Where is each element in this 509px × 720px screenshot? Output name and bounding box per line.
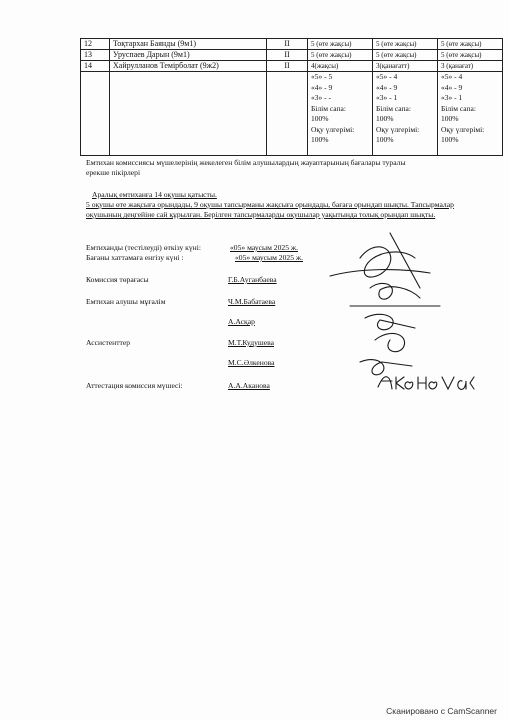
summary-row — [81, 72, 503, 156]
summary-cell: «5» - 5 «4» - 9 «3» - - Білім сапа: 100% Оқу үлгерімі: 100% — [308, 72, 373, 156]
signatory-role: Комиссия төрағасы — [86, 275, 149, 284]
row-number: 13 — [81, 50, 110, 61]
signature-image — [376, 365, 476, 405]
participants-line: Аралық емтиханға 14 оқушы қатысты. — [92, 190, 217, 199]
signatory-role: Ассистенттер — [86, 338, 131, 347]
exam-date: «05» маусым 2025 ж. — [230, 243, 299, 252]
entry-date-label: Бағаны хаттамаға енгізу күні : — [86, 253, 184, 262]
signatory-name: М.С.Әлкенова — [228, 358, 275, 367]
row-number: 14 — [81, 61, 110, 72]
table-row — [81, 39, 503, 50]
signatory-name: Ч.М.Бабатаева — [228, 297, 276, 306]
signatory-name: А.Асқар — [228, 317, 255, 326]
grades-table — [80, 38, 503, 156]
exam-date-label: Емтиханды (тестілеуді) өткізу күні: — [86, 243, 201, 252]
table-row — [81, 61, 503, 72]
row-number: 12 — [81, 39, 110, 50]
signatory-role: Аттестация комиссия мүшесі: — [86, 381, 183, 390]
signatory-name: М.Т.Кудушева — [228, 338, 274, 347]
table-row — [81, 50, 503, 61]
grade-cell: 5 (өте жақсы) — [438, 50, 503, 61]
grade-cell: 5 (өте жақсы) — [373, 50, 438, 61]
grade-cell: 5 (өте жақсы) — [308, 50, 373, 61]
summary-cell: «5» - 4 «4» - 9 «3» - 1 Білім сапа: 100% Оқу үлгерімі: 100% — [373, 72, 438, 156]
student-class: II — [267, 50, 308, 61]
student-name: Тоқтархан Баянды (9м1) — [110, 39, 267, 50]
signatory-name: А.А.Аканова — [228, 381, 270, 390]
results-paragraph: 5 оқушы өте жақсыға орындады, 9 оқушы тапсырманы жақсыға орындады, бағаға орындап шықты. Тапсырмалар оқушының деңгейіне сай құрылған. Берілген тапсырмаларды оқушылар уақытында толық орындап шықты. — [86, 200, 454, 219]
signatory-name: Г.Б.Ауганбаева — [228, 275, 277, 284]
grade-cell: 4(жақсы) — [308, 61, 373, 72]
scanner-footer: Сканировано с CamScanner — [386, 706, 497, 716]
student-class: II — [267, 39, 308, 50]
student-name: Уруспаев Дарын (9м1) — [110, 50, 267, 61]
grade-cell: 3(қанағатт) — [373, 61, 438, 72]
grade-cell: 5 (өте жақсы) — [373, 39, 438, 50]
summary-cell: «5» - 4 «4» - 9 «3» - 1 Білім сапа: 100% Оқу үлгерімі: 100% — [438, 72, 503, 156]
grade-cell: 5 (өте жақсы) — [438, 39, 503, 50]
signatory-role: Емтихан алушы мұғалім — [86, 297, 166, 306]
grade-cell: 5 (өте жақсы) — [308, 39, 373, 50]
grade-cell: 3 (қанағат) — [438, 61, 503, 72]
opinion-heading: Емтихан комиссиясы мүшелерінің жекелеген білім алушылардың жауаптарының бағалары туралы — [86, 158, 406, 167]
student-name: Хайрулланов Темірболат (9ж2) — [110, 61, 267, 72]
student-class: II — [267, 61, 308, 72]
entry-date: «05» маусым 2025 ж. — [235, 253, 304, 262]
opinion-heading-cont: ерекше пікірлері — [86, 168, 141, 177]
